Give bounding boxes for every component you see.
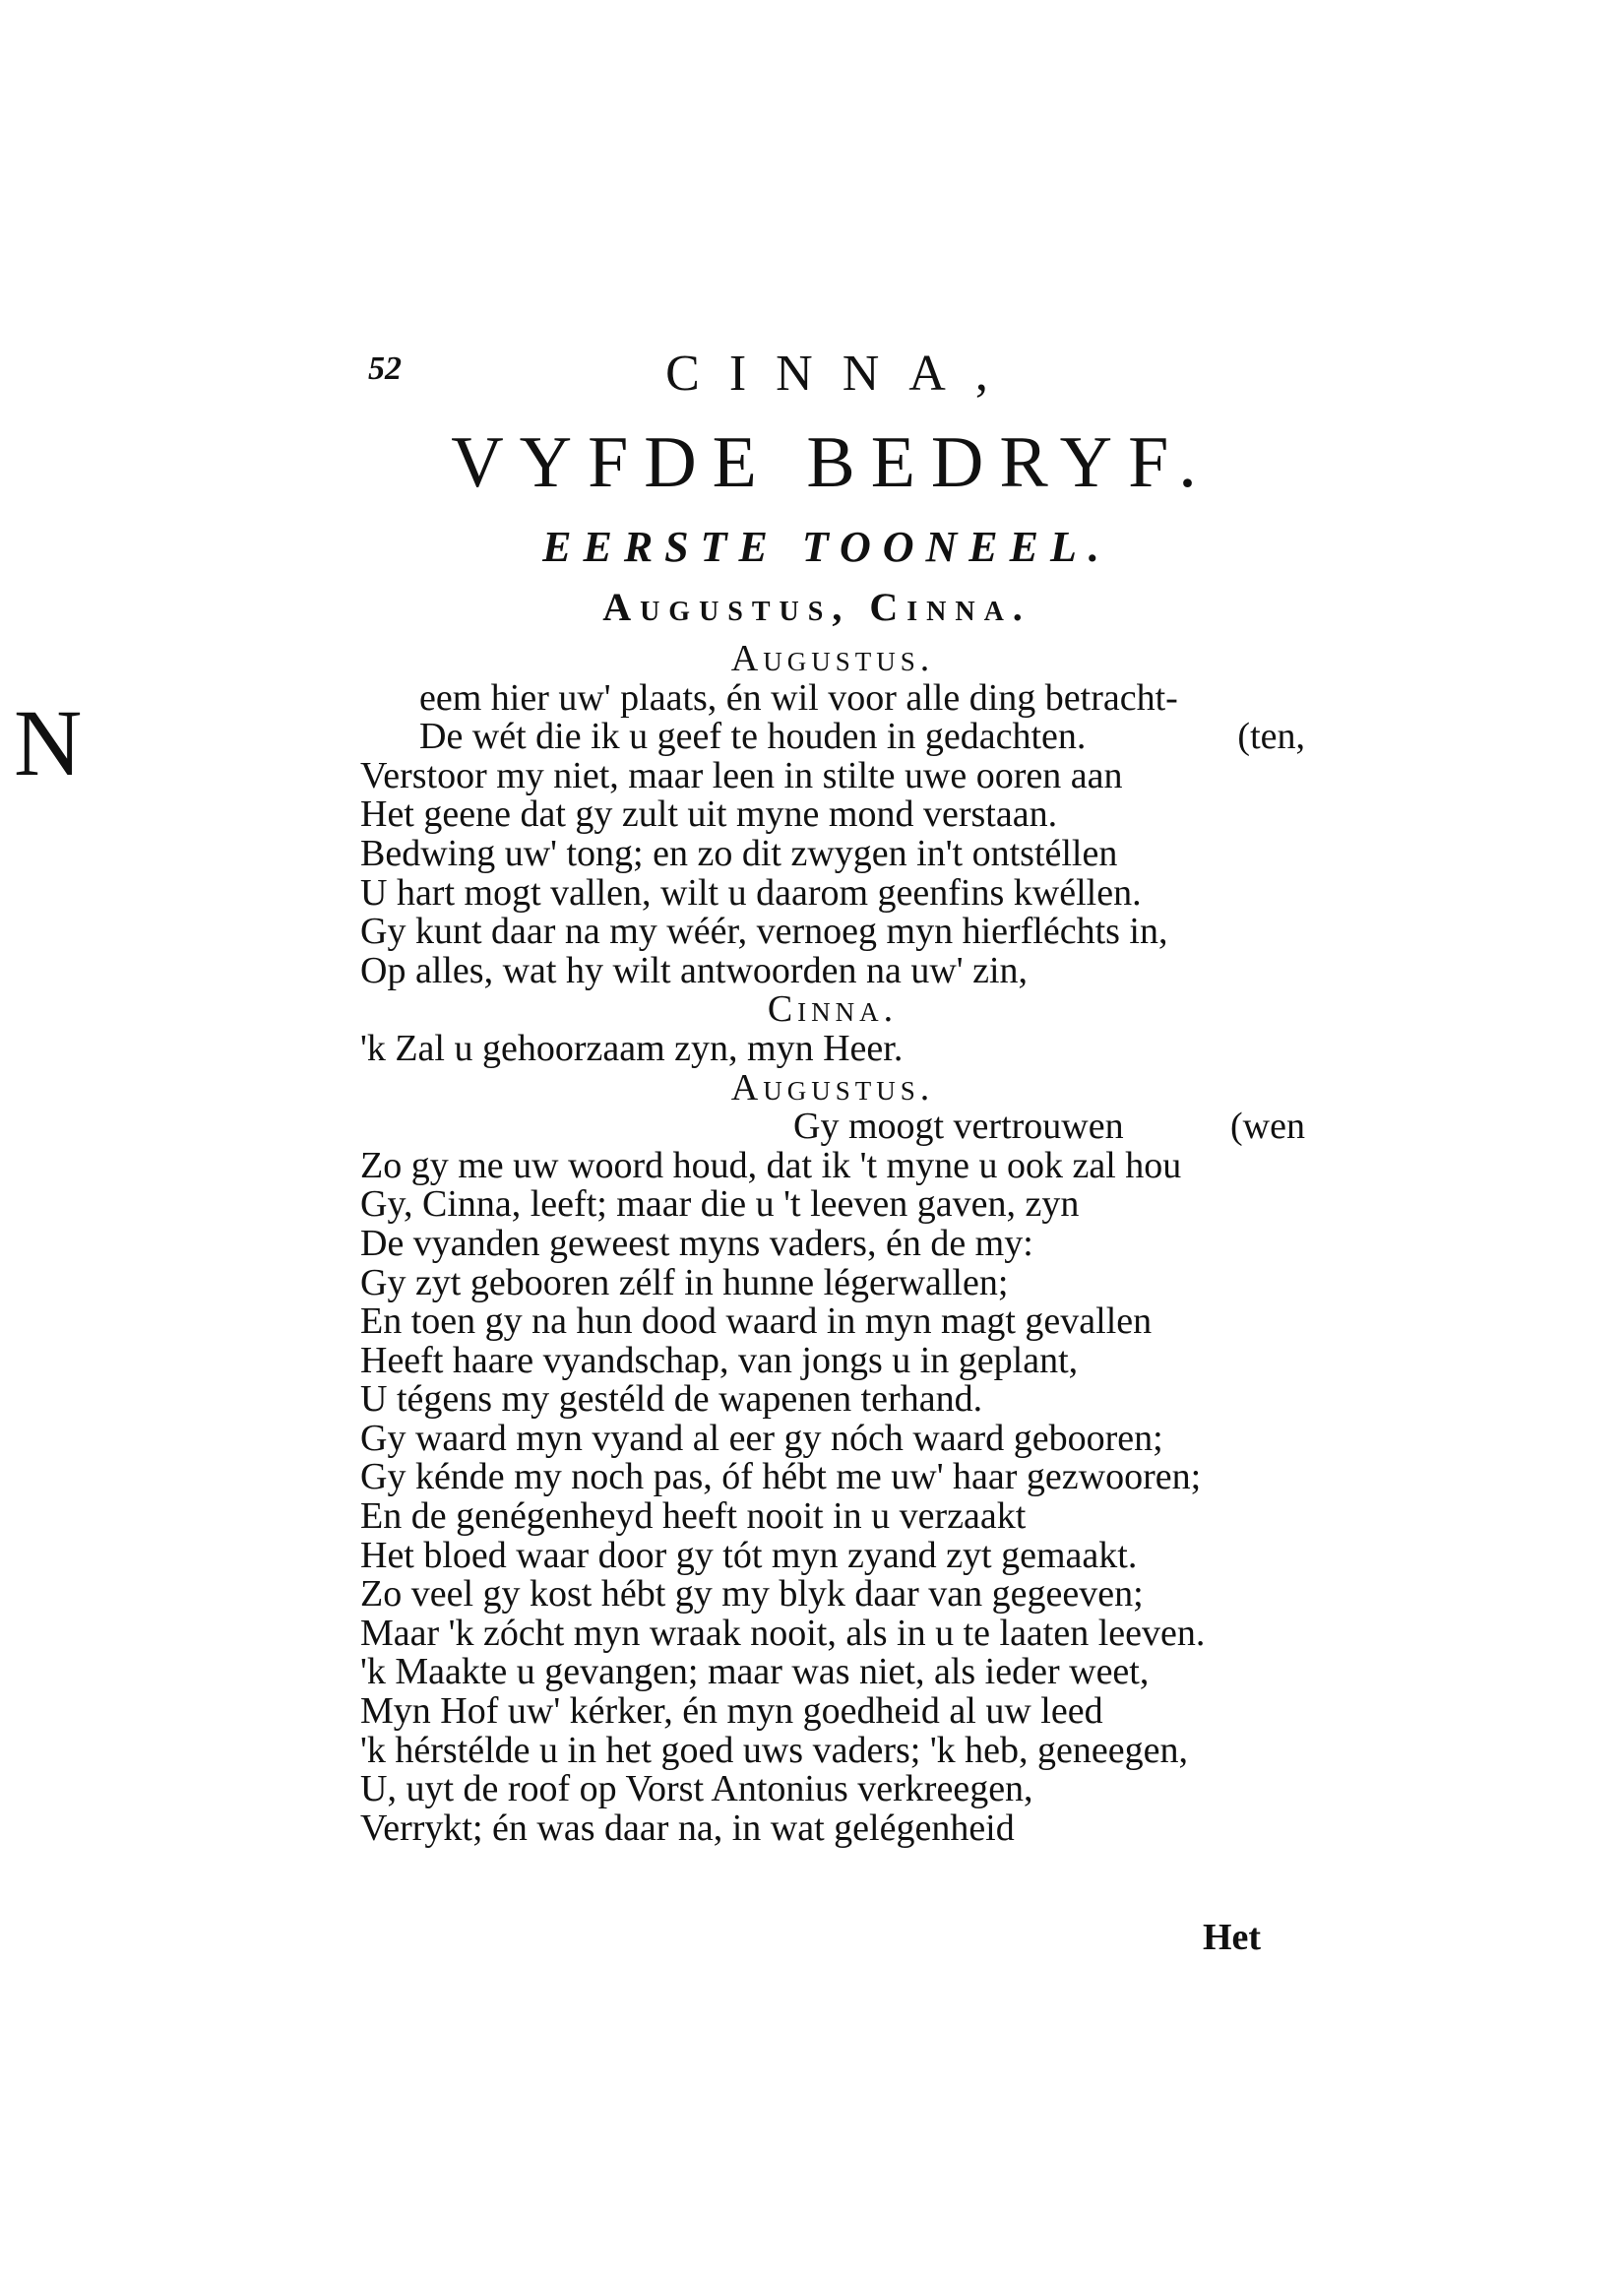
page-number: 52 — [368, 350, 402, 387]
verse-line — [360, 718, 1305, 757]
verse-text: 'k hérstélde u in het goed uws vaders; 'k heb, geneegen, — [360, 1729, 1188, 1771]
verse-text: Myn Hof uw' kérker, én myn goedheid al uw leed — [360, 1690, 1103, 1733]
scene-title: EERSTE TOONEEL. — [542, 523, 1111, 571]
verse-text: En toen gy na hun dood waard in myn magt gevallen — [360, 1300, 1153, 1343]
verse-line — [360, 1770, 1305, 1809]
verse-text: Gy moogt vertrouwen — [793, 1106, 1124, 1148]
verse-text: Gy kunt daar na my wéér, vernoeg myn hierfléchts in, — [360, 911, 1168, 953]
verse-line — [360, 1027, 1305, 1069]
verse-line — [360, 1575, 1305, 1615]
verse-text: De vyanden geweest myns vaders, én de my: — [360, 1222, 1033, 1264]
verse-line — [360, 871, 1305, 914]
verse-text: Verstoor my niet, maar leen in stilte uwe ooren aan — [360, 754, 1123, 796]
verse-line — [360, 1261, 1305, 1303]
verse-line — [360, 754, 1305, 796]
verse-line — [360, 1692, 1305, 1732]
verse-line — [360, 1222, 1305, 1264]
verse-text: Zo veel gy kost hébt gy my blyk daar van gegeeven; — [360, 1573, 1144, 1616]
verse-text: Verrykt; én was daar na, in wat gelégenheid — [360, 1806, 1015, 1849]
verse-text: Op alles, wat hy wilt antwoorden na uw' zin, — [360, 949, 1029, 991]
speaker-label: Cinna. — [767, 988, 899, 1031]
drop-cap: N — [14, 690, 83, 795]
verse-text: U tégens my gestéld de wapenen terhand. — [360, 1378, 983, 1421]
verse-text: 'k Zal u gehoorzaam zyn, myn Heer. — [360, 1027, 904, 1069]
verse-text: Heeft haare vyandschap, van jongs u in geplant, — [360, 1339, 1079, 1381]
verse-line — [360, 1653, 1305, 1692]
verse-text: Zo gy me uw woord houd, dat ik 't myne u ook zal hou — [360, 1144, 1182, 1186]
verse-line — [360, 1417, 1305, 1459]
act-title: VYFDE BEDRYF. — [451, 422, 1213, 503]
verse-text: U hart mogt vallen, wilt u daarom geenfins kwéllen. — [360, 871, 1142, 914]
verse-text: Maar 'k zócht myn wraak nooit, als in u te laaten leeven. — [360, 1612, 1206, 1654]
verse-block — [360, 640, 1305, 1848]
verse-line — [360, 913, 1305, 952]
verse-line — [360, 1144, 1305, 1186]
verse-line — [360, 1339, 1305, 1381]
verse-line — [360, 795, 1305, 835]
verse-line — [360, 676, 1305, 719]
verse-line — [360, 1806, 1305, 1849]
verse-line — [360, 1380, 1305, 1420]
verse-text: U, uyt de roof op Vorst Antonius verkreegen, — [360, 1768, 1033, 1810]
verse-text: Gy zyt gebooren zélf in hunne légerwallen; — [360, 1261, 1009, 1303]
verse-line — [360, 1729, 1305, 1771]
verse-text: 'k Maakte u gevangen; maar was niet, als ieder weet, — [360, 1651, 1150, 1693]
verse-line — [360, 1497, 1305, 1537]
verse-text: En de genégenheyd heeft nooit in u verzaakt — [360, 1495, 1027, 1538]
verse-text: Gy, Cinna, leeft; maar die u 't leeven gaven, zyn — [360, 1183, 1080, 1226]
speaker-name — [360, 1066, 1305, 1109]
speaker-label: Augustus. — [730, 1066, 935, 1109]
verse-text: Het geene dat gy zult uit myne mond verstaan. — [360, 793, 1058, 836]
verse-text: De wét die ik u geef te houden in gedachten. — [419, 716, 1087, 758]
verse-line — [360, 1534, 1305, 1576]
running-head: CINNA, — [665, 346, 1018, 402]
turnover-text: (ten, — [1237, 716, 1305, 758]
speaker-label: Augustus. — [730, 638, 935, 679]
verse-text: Het bloed waar door gy tót myn zyand zyt gemaakt. — [360, 1534, 1138, 1576]
verse-line — [360, 832, 1305, 874]
verse-line — [360, 1458, 1305, 1497]
verse-line — [360, 1612, 1305, 1654]
verse-line — [360, 949, 1305, 991]
speaker-name — [360, 990, 1305, 1030]
characters-list: Augustus, Cinna. — [602, 585, 1031, 629]
verse-line — [360, 1302, 1305, 1342]
verse-text: Bedwing uw' tong; en zo dit zwygen in't ontstéllen — [360, 832, 1118, 874]
verse-text: Gy waard myn vyand al eer gy nóch waard gebooren; — [360, 1417, 1163, 1459]
catchword: Het — [1203, 1917, 1262, 1958]
speaker-name — [360, 640, 1305, 679]
verse-line — [360, 1185, 1305, 1225]
verse-text: eem hier uw' plaats, én wil voor alle ding betracht- — [419, 676, 1178, 719]
verse-text: Gy kénde my noch pas, óf hébt me uw' haar gezwooren; — [360, 1456, 1202, 1498]
verse-line — [360, 1108, 1305, 1147]
turnover-text: (wen — [1230, 1106, 1305, 1148]
